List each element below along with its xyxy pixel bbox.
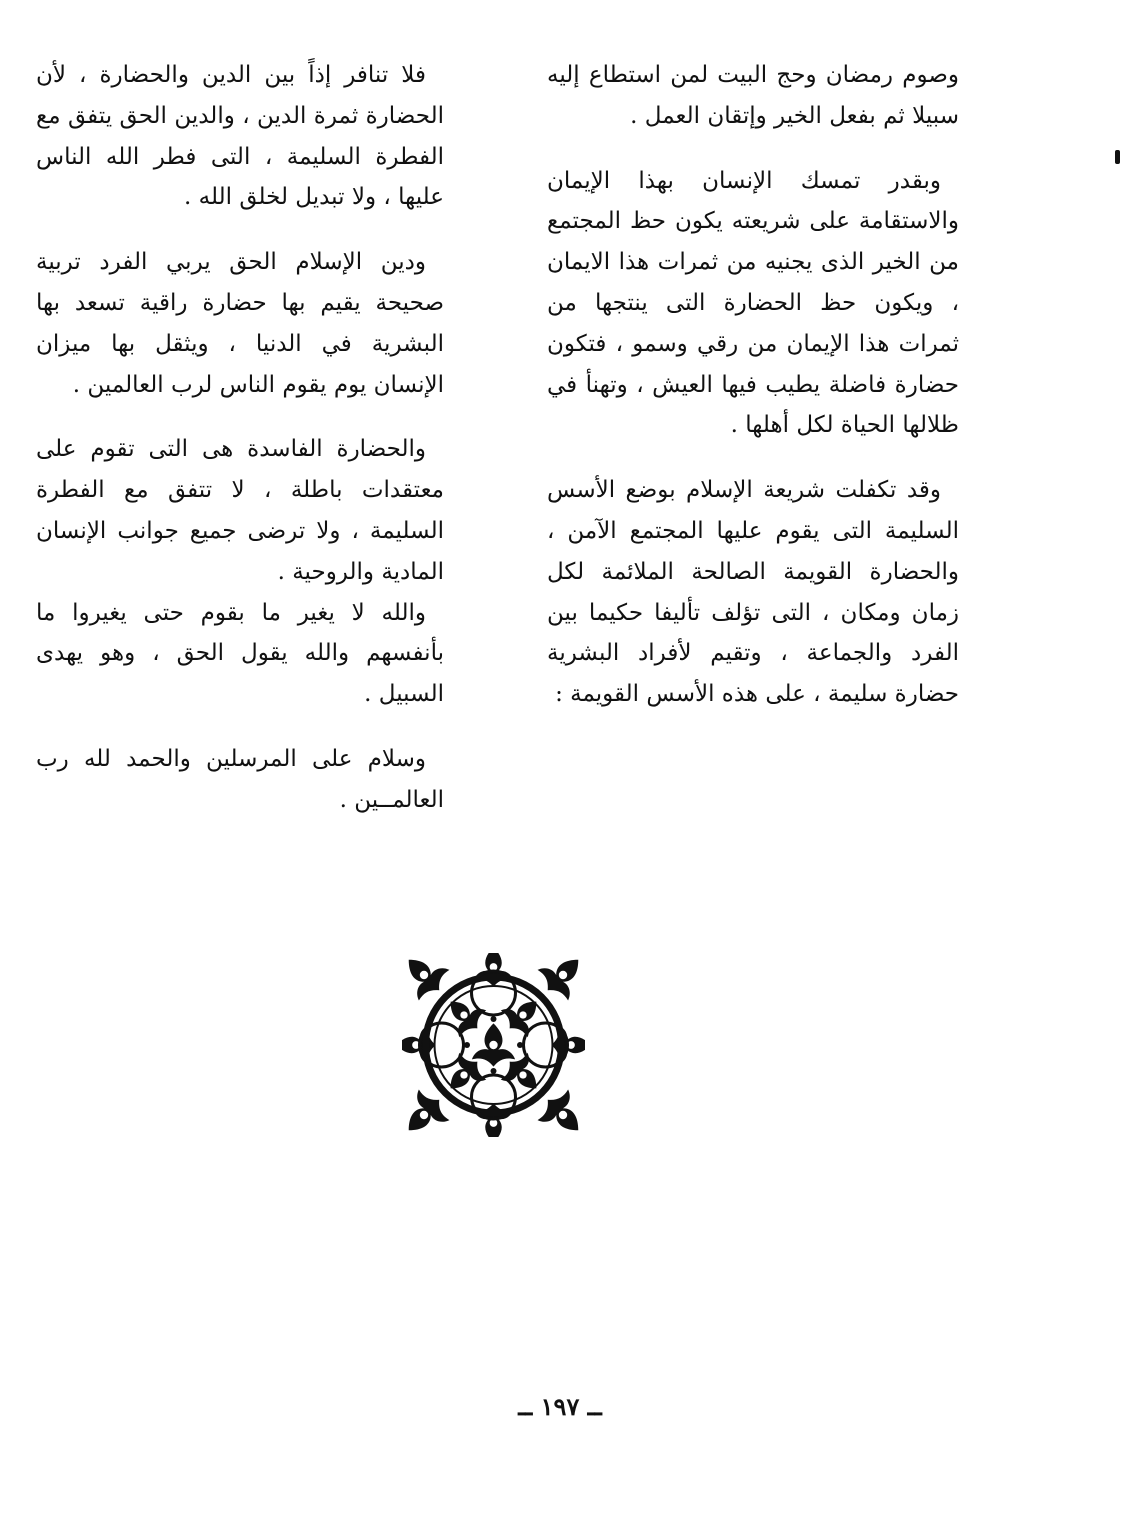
paragraph: وبقدر تمسك الإنسان بهذا الإيمان والاستقامة على شريعته يكون حظ المجتمع من الخير الذى يجنيه من ثمرات هذا الايمان ، ويكون حظ الحضارة التى ينتجها من ثمرات هذا الإيمان من رقي وسمو ، فتكون حضارة فاضلة يطيب فيها العيش ، وتهنأ في ظلالها الحياة لكل أهلها . [547, 167, 959, 439]
right-text-column [547, 55, 959, 739]
paragraph: ودين الإسلام الحق يربي الفرد تربية صحيحة يقيم بها حضارة راقية تسعد بها البشرية في الدنيا ، ويثقل بها ميزان الإنسان يوم يقوم الناس لرب العالمين . [36, 249, 444, 398]
paragraph: وسلام على المرسلين والحمد لله رب العالمــين . [36, 745, 444, 813]
page-number: ــ ١٩٧ ــ [518, 1392, 602, 1421]
paragraph: والحضارة الفاسدة هى التى تقوم على معتقدات باطلة ، لا تتفق مع الفطرة السليمة ، ولا ترضى جميع جوانب الإنسان المادية والروحية . [36, 436, 444, 585]
arabesque-ornament-icon [402, 953, 585, 1137]
left-text-column [36, 55, 444, 845]
paragraph: وقد تكفلت شريعة الإسلام بوضع الأسس السليمة التى يقوم عليها المجتمع الآمن ، والحضارة القويمة الصالحة الملائمة لكل زمان ومكان ، التى تؤلف تأليفا حكيما بين الفرد والجماعة ، وتقيم لأفراد البشرية حضارة سليمة ، على هذه الأسس القويمة : [547, 477, 959, 708]
paragraph: والله لا يغير ما بقوم حتى يغيروا ما بأنفسهم والله يقول الحق ، وهو يهدى السبيل . [36, 599, 444, 708]
paragraph: فلا تنافر إذاً بين الدين والحضارة ، لأن الحضارة ثمرة الدين ، والدين الحق يتفق مع الفطرة السليمة ، التى فطر الله الناس عليها ، ولا تبديل لخلق الله . [36, 62, 444, 211]
margin-mark [1115, 150, 1120, 164]
paragraph: وصوم رمضان وحج البيت لمن استطاع إليه سبيلا ثم بفعل الخير وإتقان العمل . [547, 62, 959, 129]
